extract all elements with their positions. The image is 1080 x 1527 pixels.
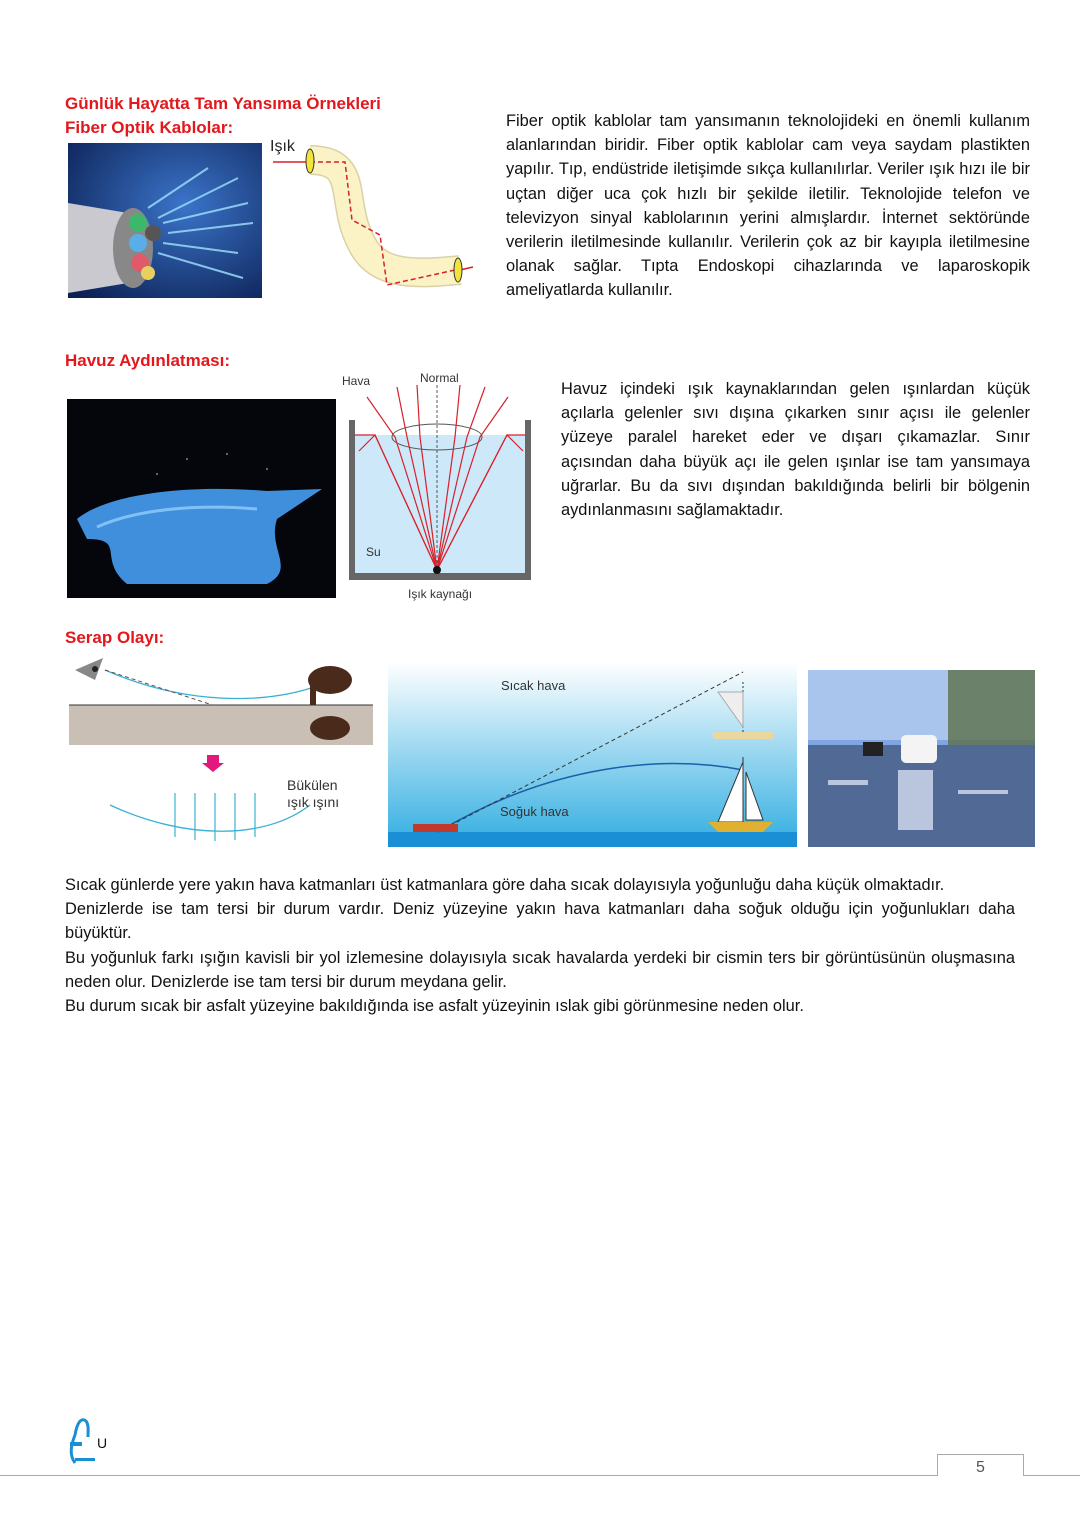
- hot-air-label: Sıcak hava: [501, 678, 566, 693]
- fiber-optic-photo: [68, 143, 262, 298]
- logo-letter: U: [97, 1435, 108, 1451]
- mirage-sea-diagram: [388, 662, 797, 847]
- mirage-description: [65, 873, 1015, 1018]
- water-label: Su: [366, 545, 381, 559]
- bent-ray-label: [287, 777, 339, 811]
- page-number: 5: [937, 1454, 1024, 1476]
- mirage-paragraph: Bu durum sıcak bir asfalt yüzeyine bakıldığında ise asfalt yüzeyinin ıslak gibi görünmesine neden olur.: [65, 997, 804, 1016]
- mirage-land-diagram: [65, 655, 375, 850]
- air-label: Hava: [342, 374, 371, 388]
- light-label: Işık: [270, 138, 295, 155]
- fiber-description: Fiber optik kablolar tam yansımanın teknolojideki en önemli kullanım alanlarından biridir. Fiber optik kablolar cam veya saydam plastikten yapılır. Tıp, endüstride iletişimde sıkça kullanılırlar. Veriler ışık hızı ile bir uçtan diğer uca çok hızlı bir şekilde iletilir. Teknolojide telefon ve televizyon sinyal kablolarının yerini almışlardır. İnternet sektöründe verilerin iletilmesinde kullanılır. Verilerin çok az bir kayıpla iletilmesine olanak sağlar. Tıpta Endoskopi cihazlarında ve laparoskopik ameliyatlarda kullanılır.: [506, 112, 1030, 300]
- footer-rule: [1023, 1475, 1080, 1476]
- cold-air-label: Soğuk hava: [500, 804, 569, 819]
- pool-heading: Havuz Aydınlatması:: [65, 351, 231, 370]
- mirage-heading: Serap Olayı:: [65, 628, 165, 647]
- fiber-heading: Fiber Optik Kablolar:: [65, 118, 234, 137]
- road-mirage-photo: [808, 670, 1035, 847]
- bent-ray-label-line2: ışık ışını: [287, 794, 340, 810]
- mirage-paragraph: Bu yoğunluk farkı ışığın kavisli bir yol izlemesine dolayısıyla sıcak havalarda yerdeki bir cismin ters bir görüntüsünün oluşmasına neden olur. Denizlerde ise tam tersi bir durum meydana gelir.: [65, 948, 1015, 991]
- pool-photo: [67, 399, 336, 598]
- mirage-paragraph: Denizlerde ise tam tersi bir durum vardır. Deniz yüzeyine yakın hava katmanları daha soğuk olduğu için yoğunlukları daha büyüktür.: [65, 900, 1015, 943]
- light-source-label: Işık kaynağı: [408, 587, 473, 601]
- fiber-cable-diagram: [270, 140, 475, 300]
- section-title: Günlük Hayatta Tam Yansıma Örnekleri: [65, 94, 381, 113]
- footer-rule: [0, 1475, 937, 1476]
- pool-description: Havuz içindeki ışık kaynaklarından gelen ışınlardan küçük açılarla gelenler sıvı dışına çıkarken sınır açısı ile gelenler yüzeye paralel hareket eder ve dışarı çıkamazlar. Sınır açısından daha büyük açı ile gelen ışınlar ise tam yansımaya uğrarlar. Bu da sıvı dışından bakıldığında belirli bir bölgenin aydınlanmasını sağlamaktadır.: [561, 380, 1030, 520]
- mirage-paragraph: Sıcak günlerde yere yakın hava katmanları üst katmanlara göre daha sıcak dolayısıyla yoğunluğu daha küçük olmaktadır.: [65, 876, 945, 894]
- bent-ray-label-line1: Bükülen: [287, 777, 338, 793]
- logo-icon: [67, 1415, 97, 1465]
- logo: [67, 1415, 107, 1467]
- normal-label: Normal: [420, 371, 459, 385]
